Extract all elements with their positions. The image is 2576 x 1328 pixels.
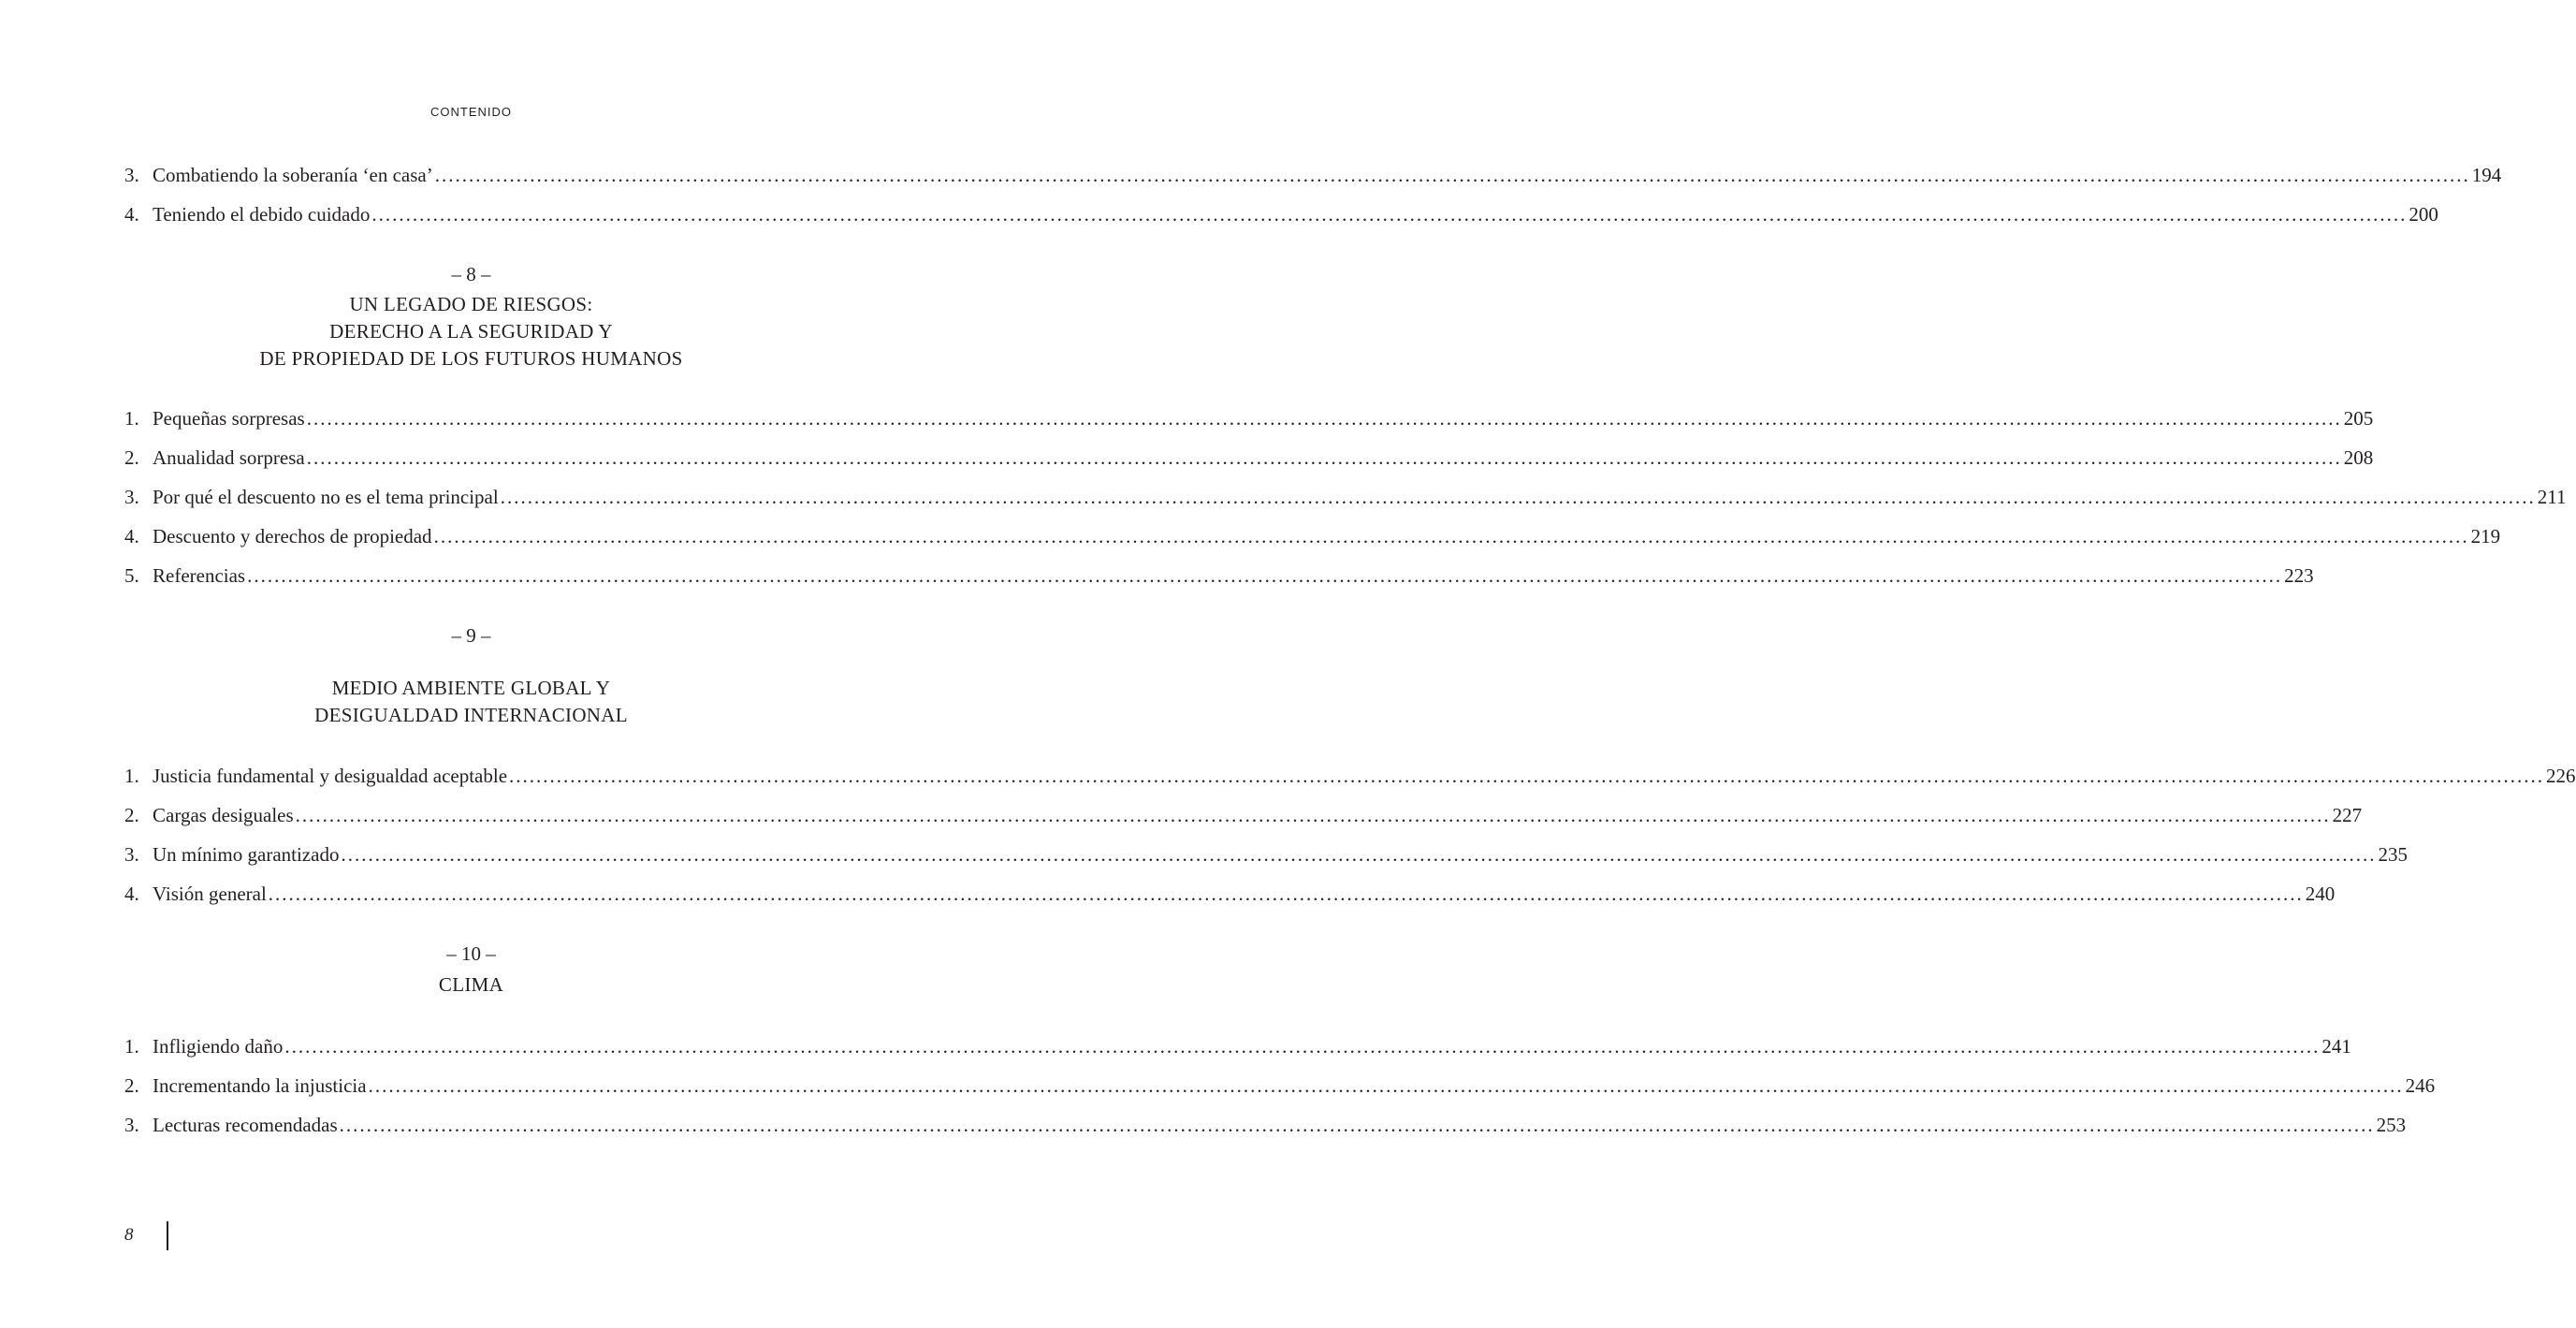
entry-number: 3. — [124, 486, 139, 508]
entry-page: 253 — [2376, 1114, 2407, 1136]
dot-leader: ............................................................................................................................................................................................................................................................................................................ — [368, 1074, 2404, 1097]
chapter-title-line: MEDIO AMBIENTE GLOBAL Y — [331, 677, 611, 699]
dot-leader: ............................................................................................................................................................................................................................................................................................................ — [247, 564, 2283, 587]
chapter-title-line: CLIMA — [438, 973, 504, 996]
entry-number: 1. — [124, 407, 139, 430]
chapter-title — [0, 971, 942, 999]
entry-page: 211 — [2537, 486, 2567, 508]
entry-title: Combatiendo la soberanía ‘en casa’ — [153, 164, 433, 186]
entry-number: 4. — [124, 203, 139, 226]
toc-entry[interactable] — [124, 1111, 2407, 1139]
toc-entry[interactable] — [124, 444, 2374, 472]
folio-rule — [167, 1221, 168, 1250]
entry-page: 208 — [2343, 446, 2374, 469]
toc-entry[interactable] — [124, 1032, 2351, 1060]
toc-entry[interactable] — [124, 483, 2567, 511]
entry-page: 235 — [2378, 843, 2408, 866]
toc-entry[interactable] — [124, 161, 2502, 189]
entry-number: 3. — [124, 164, 139, 186]
entry-number: 3. — [124, 1114, 139, 1136]
entry-number: 1. — [124, 765, 139, 787]
chapter-title-line: UN LEGADO DE RIESGOS: — [349, 293, 593, 315]
toc-entry[interactable] — [124, 562, 2314, 590]
toc-entry[interactable] — [124, 522, 2501, 550]
chapter-title — [0, 291, 942, 372]
page-number: 8 — [124, 1225, 134, 1245]
dot-leader: ............................................................................................................................................................................................................................................................................................................ — [509, 765, 2545, 787]
entry-title: Infligiendo daño — [153, 1035, 284, 1058]
entry-page: 194 — [2471, 164, 2502, 186]
toc-entry[interactable] — [124, 880, 2336, 908]
dot-leader: ............................................................................................................................................................................................................................................................................................................ — [339, 1114, 2375, 1136]
entry-title: Descuento y derechos de propiedad — [153, 525, 432, 547]
entry-number: 2. — [124, 804, 139, 826]
entry-page: 227 — [2332, 804, 2363, 826]
entry-page: 223 — [2284, 564, 2314, 587]
entry-title: Pequeñas sorpresas — [153, 407, 305, 430]
chapter-title-line: DESIGUALDAD INTERNACIONAL — [314, 704, 628, 726]
entry-title: Un mínimo garantizado — [153, 843, 340, 866]
toc-entry[interactable] — [124, 1072, 2436, 1100]
running-head: CONTENIDO — [430, 105, 512, 119]
dot-leader: ............................................................................................................................................................................................................................................................................................................ — [284, 1035, 2321, 1058]
chapter-number: – 10 – — [446, 942, 496, 965]
dot-leader: ............................................................................................................................................................................................................................................................................................................ — [341, 843, 2377, 866]
entry-number: 4. — [124, 883, 139, 905]
entry-title: Justicia fundamental y desigualdad aceptable — [153, 765, 508, 787]
entry-number: 5. — [124, 564, 139, 587]
dot-leader: ............................................................................................................................................................................................................................................................................................................ — [434, 164, 2470, 186]
dot-leader: ............................................................................................................................................................................................................................................................................................................ — [295, 804, 2331, 826]
dot-leader: ............................................................................................................................................................................................................................................................................................................ — [306, 446, 2342, 469]
entry-number: 1. — [124, 1035, 139, 1058]
entry-page: 240 — [2305, 883, 2336, 905]
entry-title: Lecturas recomendadas — [153, 1114, 338, 1136]
entry-title: Por qué el descuento no es el tema principal — [153, 486, 499, 508]
entry-number: 2. — [124, 1074, 139, 1097]
entry-title: Visión general — [153, 883, 267, 905]
entry-page: 219 — [2470, 525, 2501, 547]
toc-entry[interactable] — [124, 762, 2576, 790]
dot-leader: ............................................................................................................................................................................................................................................................................................................ — [433, 525, 2469, 547]
entry-number: 3. — [124, 843, 139, 866]
chapter-number: – 8 – — [451, 263, 491, 285]
chapter-title-line: DERECHO A LA SEGURIDAD Y — [329, 320, 613, 343]
dot-leader: ............................................................................................................................................................................................................................................................................................................ — [306, 407, 2342, 430]
toc-entry[interactable] — [124, 801, 2363, 829]
entry-number: 4. — [124, 525, 139, 547]
entry-title: Referencias — [153, 564, 246, 587]
entry-title: Cargas desiguales — [153, 804, 294, 826]
entry-number: 2. — [124, 446, 139, 469]
dot-leader: ............................................................................................................................................................................................................................................................................................................ — [500, 486, 2536, 508]
chapter-number: – 9 – — [451, 624, 491, 647]
entry-page: 226 — [2546, 765, 2576, 787]
entry-page: 200 — [2409, 203, 2438, 226]
entry-title: Anualidad sorpresa — [153, 446, 305, 469]
entry-title: Teniendo el debido cuidado — [153, 203, 371, 226]
dot-leader: ............................................................................................................................................................................................................................................................................................................ — [371, 203, 2408, 226]
toc-entry[interactable] — [124, 840, 2408, 868]
entry-page: 241 — [2321, 1035, 2351, 1058]
toc-entry[interactable] — [124, 404, 2374, 432]
entry-title: Incrementando la injusticia — [153, 1074, 367, 1097]
dot-leader: ............................................................................................................................................................................................................................................................................................................ — [268, 883, 2304, 905]
chapter-title-line: DE PROPIEDAD DE LOS FUTUROS HUMANOS — [259, 347, 683, 370]
entry-page: 205 — [2343, 407, 2374, 430]
entry-page: 246 — [2405, 1074, 2436, 1097]
chapter-title — [0, 675, 942, 729]
toc-entry[interactable] — [124, 200, 2438, 228]
